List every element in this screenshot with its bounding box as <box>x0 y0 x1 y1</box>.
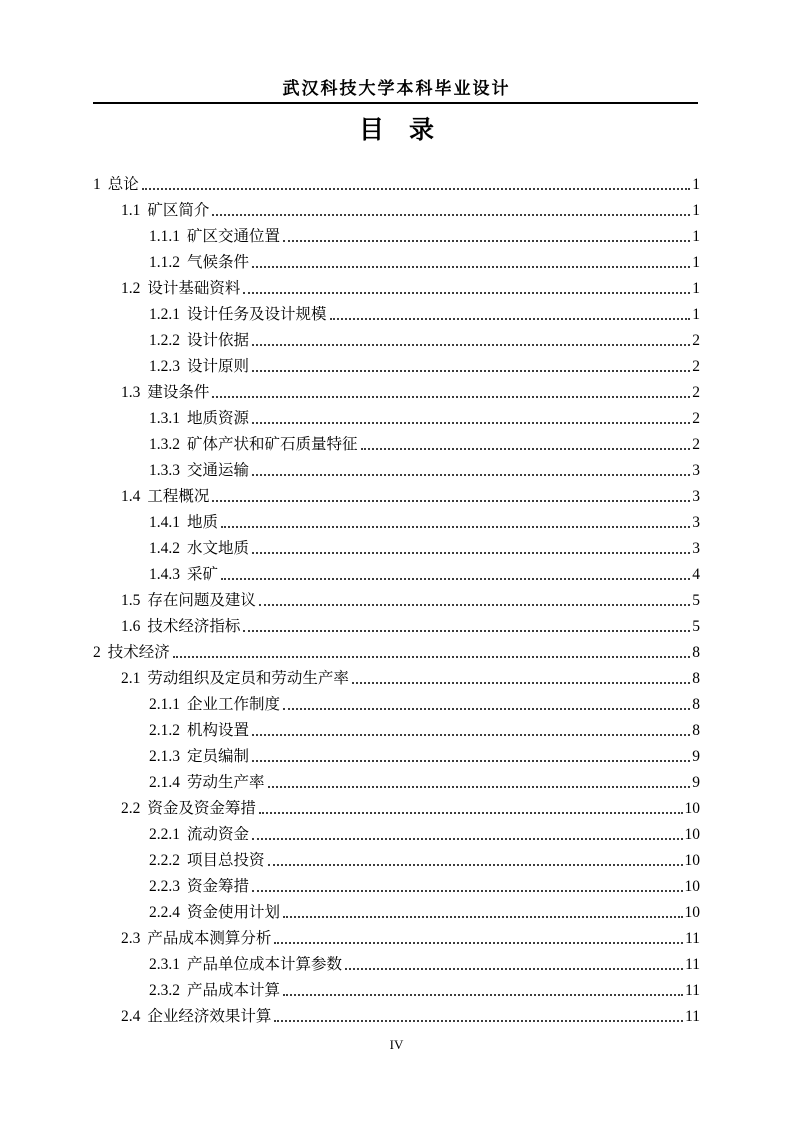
toc-leader-dots <box>221 578 690 580</box>
toc-entry-number: 1.4.2 <box>149 540 180 557</box>
toc-entry <box>93 714 700 740</box>
toc-entry-number: 1.2 <box>121 280 141 297</box>
toc-page-number: 11 <box>685 930 700 947</box>
toc-leader-dots <box>283 916 682 918</box>
toc-entry-label: 定员编制 <box>187 748 250 765</box>
toc-entry-number: 2.3.2 <box>149 982 180 999</box>
toc-entry-label: 产品单位成本计算参数 <box>187 956 343 973</box>
toc-entry-label: 设计任务及设计规模 <box>187 306 327 323</box>
toc-leader-dots <box>243 292 690 294</box>
toc-entry-number: 2.1.3 <box>149 748 180 765</box>
page-footer <box>0 1037 793 1053</box>
toc-leader-dots <box>259 812 683 814</box>
toc-page-number: 11 <box>685 982 700 999</box>
toc-leader-dots <box>274 1020 683 1022</box>
toc-entry-number: 2.2.4 <box>149 904 180 921</box>
toc-entry <box>93 350 700 376</box>
toc-entry-label: 地质 <box>187 514 219 531</box>
toc-entry-number: 1.6 <box>121 618 141 635</box>
toc-entry-label: 采矿 <box>187 566 219 583</box>
toc-entry <box>93 1000 700 1026</box>
toc-leader-dots <box>252 838 682 840</box>
toc-leader-dots <box>283 708 690 710</box>
toc-leader-dots <box>283 240 690 242</box>
toc-page-number: 2 <box>692 358 700 375</box>
toc-entry <box>93 922 700 948</box>
toc-entry <box>93 454 700 480</box>
toc-entry <box>93 402 700 428</box>
toc-entry-number: 2.1 <box>121 670 141 687</box>
page-title: 目 录 <box>358 117 434 144</box>
toc-leader-dots <box>252 422 690 424</box>
toc-entry <box>93 584 700 610</box>
toc-leader-dots <box>173 656 690 658</box>
toc-page-number: 2 <box>692 332 700 349</box>
toc-entry-number: 1.3 <box>121 384 141 401</box>
toc-entry-label: 工程概况 <box>147 488 210 505</box>
toc-entry <box>93 792 700 818</box>
toc-leader-dots <box>283 994 683 996</box>
toc-leader-dots <box>221 526 690 528</box>
toc-entry-label: 建设条件 <box>147 384 210 401</box>
toc-leader-dots <box>352 682 690 684</box>
toc-entry-label: 技术经济指标 <box>147 618 241 635</box>
toc-leader-dots <box>361 448 691 450</box>
toc-entry <box>93 636 700 662</box>
toc-entry-label: 产品成本计算 <box>187 982 281 999</box>
toc-entry <box>93 610 700 636</box>
toc-entry <box>93 974 700 1000</box>
toc-entry <box>93 272 700 298</box>
toc-entry-label: 设计依据 <box>187 332 250 349</box>
toc-page-number: 1 <box>692 254 700 271</box>
toc-entry-label: 资金及资金筹措 <box>147 800 256 817</box>
toc-entry-number: 1.2.2 <box>149 332 180 349</box>
toc-leader-dots <box>259 604 690 606</box>
toc-list <box>93 168 700 1026</box>
toc-leader-dots <box>345 968 683 970</box>
toc-page-number: 3 <box>692 488 700 505</box>
toc-entry-number: 2.1.2 <box>149 722 180 739</box>
toc-entry-number: 1.3.1 <box>149 410 180 427</box>
toc-page-number: 1 <box>692 176 700 193</box>
toc-entry-label: 资金使用计划 <box>187 904 281 921</box>
toc-entry-label: 流动资金 <box>187 826 250 843</box>
toc-page-number: 11 <box>685 1008 700 1025</box>
toc-page-number: 1 <box>692 202 700 219</box>
toc-leader-dots <box>252 266 690 268</box>
toc-leader-dots <box>268 786 691 788</box>
toc-entry <box>93 766 700 792</box>
toc-entry <box>93 662 700 688</box>
toc-entry-label: 矿体产状和矿石质量特征 <box>187 436 358 453</box>
toc-page-number: 5 <box>692 592 700 609</box>
toc-entry-number: 1.3.2 <box>149 436 180 453</box>
toc-entry-label: 产品成本测算分析 <box>147 930 272 947</box>
toc-page-number: 10 <box>684 878 700 895</box>
toc-leader-dots <box>274 942 683 944</box>
toc-page-number: 10 <box>684 800 700 817</box>
toc-leader-dots <box>252 552 690 554</box>
toc-page-number: 10 <box>684 852 700 869</box>
toc-entry <box>93 376 700 402</box>
toc-page-number: 8 <box>692 696 700 713</box>
toc-entry-label: 项目总投资 <box>187 852 265 869</box>
toc-entry-number: 1 <box>93 176 101 193</box>
toc-entry-number: 1.1.2 <box>149 254 180 271</box>
toc-entry-label: 设计原则 <box>187 358 250 375</box>
toc-leader-dots <box>142 188 690 190</box>
toc-entry-label: 交通运输 <box>187 462 250 479</box>
toc-entry-number: 2.2.1 <box>149 826 180 843</box>
toc-leader-dots <box>243 630 690 632</box>
toc-leader-dots <box>252 760 690 762</box>
toc-entry-number: 1.1.1 <box>149 228 180 245</box>
toc-entry-number: 1.5 <box>121 592 141 609</box>
toc-entry <box>93 896 700 922</box>
toc-entry-label: 气候条件 <box>187 254 250 271</box>
toc-entry-label: 设计基础资料 <box>147 280 241 297</box>
toc-entry-label: 技术经济 <box>107 644 170 661</box>
toc-entry-number: 1.4.3 <box>149 566 180 583</box>
toc-page-number: 1 <box>692 280 700 297</box>
toc-entry-number: 1.3.3 <box>149 462 180 479</box>
toc-entry-label: 总论 <box>107 176 139 193</box>
header-rule <box>93 102 698 104</box>
toc-page-number: 5 <box>692 618 700 635</box>
toc-page-number: 8 <box>692 670 700 687</box>
toc-entry-number: 2.4 <box>121 1008 141 1025</box>
toc-page-number: 3 <box>692 540 700 557</box>
toc-entry-number: 2.1.1 <box>149 696 180 713</box>
toc-entry-number: 1.2.3 <box>149 358 180 375</box>
toc-entry-number: 2 <box>93 644 101 661</box>
toc-entry-number: 2.1.4 <box>149 774 180 791</box>
toc-entry-number: 2.3.1 <box>149 956 180 973</box>
toc-page-number: 9 <box>692 774 700 791</box>
running-header-title: 武汉科技大学本科毕业设计 <box>282 79 511 98</box>
toc-leader-dots <box>268 864 683 866</box>
toc-page-number: 10 <box>684 826 700 843</box>
toc-entry-label: 存在问题及建议 <box>147 592 256 609</box>
toc-page-number: 1 <box>692 306 700 323</box>
toc-leader-dots <box>252 890 682 892</box>
toc-leader-dots <box>252 344 690 346</box>
page-number: IV <box>389 1037 404 1052</box>
toc-entry-number: 1.1 <box>121 202 141 219</box>
toc-entry-number: 1.4 <box>121 488 141 505</box>
toc-entry-label: 矿区交通位置 <box>187 228 281 245</box>
toc-entry-label: 企业工作制度 <box>187 696 281 713</box>
toc-page-number: 10 <box>684 904 700 921</box>
toc-entry <box>93 532 700 558</box>
toc-leader-dots <box>212 500 690 502</box>
toc-entry-number: 2.2 <box>121 800 141 817</box>
toc-page-number: 8 <box>692 644 700 661</box>
toc-entry <box>93 194 700 220</box>
toc-entry <box>93 168 700 194</box>
toc-page-number: 2 <box>692 410 700 427</box>
toc-entry <box>93 818 700 844</box>
toc-entry-number: 1.4.1 <box>149 514 180 531</box>
toc-entry <box>93 740 700 766</box>
toc-entry <box>93 506 700 532</box>
toc-entry <box>93 480 700 506</box>
toc-entry-label: 机构设置 <box>187 722 250 739</box>
toc-entry <box>93 298 700 324</box>
toc-entry <box>93 948 700 974</box>
toc-page-number: 11 <box>685 956 700 973</box>
toc-entry <box>93 558 700 584</box>
toc-leader-dots <box>252 474 690 476</box>
toc-entry-label: 劳动生产率 <box>187 774 265 791</box>
toc-entry-label: 资金筹措 <box>187 878 250 895</box>
toc-page-number: 1 <box>692 228 700 245</box>
toc-entry <box>93 324 700 350</box>
toc-leader-dots <box>252 370 690 372</box>
toc-entry-label: 水文地质 <box>187 540 250 557</box>
toc-entry <box>93 428 700 454</box>
toc-entry-number: 2.3 <box>121 930 141 947</box>
toc-leader-dots <box>330 318 691 320</box>
toc-entry-number: 2.2.3 <box>149 878 180 895</box>
toc-entry-label: 企业经济效果计算 <box>147 1008 272 1025</box>
toc-page-number: 2 <box>692 436 700 453</box>
toc-entry <box>93 688 700 714</box>
toc-page-number: 3 <box>692 462 700 479</box>
toc-entry-label: 矿区简介 <box>147 202 210 219</box>
toc-leader-dots <box>212 214 690 216</box>
toc-entry <box>93 844 700 870</box>
toc-page-number: 4 <box>692 566 700 583</box>
toc-entry <box>93 220 700 246</box>
toc-entry-number: 1.2.1 <box>149 306 180 323</box>
toc-leader-dots <box>252 734 690 736</box>
toc-entry-label: 地质资源 <box>187 410 250 427</box>
toc-entry-number: 2.2.2 <box>149 852 180 869</box>
toc-page-number: 8 <box>692 722 700 739</box>
toc-entry-label: 劳动组织及定员和劳动生产率 <box>147 670 349 687</box>
toc-page-number: 3 <box>692 514 700 531</box>
toc-page-number: 9 <box>692 748 700 765</box>
toc-page-number: 2 <box>692 384 700 401</box>
toc-entry <box>93 246 700 272</box>
toc-leader-dots <box>212 396 690 398</box>
toc-entry <box>93 870 700 896</box>
